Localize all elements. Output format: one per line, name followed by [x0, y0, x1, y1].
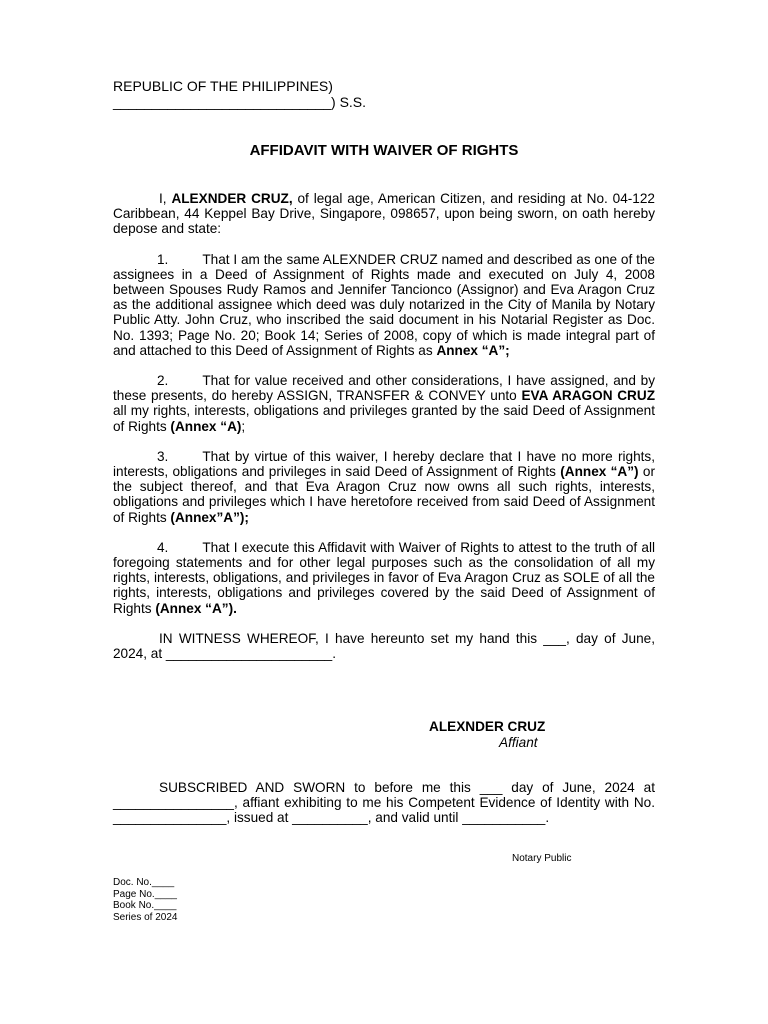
paragraph-2-end: ; — [241, 418, 246, 434]
witness-paragraph — [113, 631, 655, 661]
witness-text: IN WITNESS WHEREOF, I have hereunto set my hand this ___, day of June, 2024, at ______________________. — [113, 630, 655, 662]
paragraph-4-text: That I execute this Affidavit with Waiver of Rights to attest to the truth of all foregoing statements and for other legal purposes such as the consolidation of all my rights, interests, obligations, and privileges in favor of Eva Aragon Cruz as SOLE of all the rights, interests, obligations and privileges covered by the said Deed of Assignment of Rights — [113, 539, 655, 616]
venue-block — [113, 78, 366, 110]
paragraph-2-assignee: EVA ARAGON CRUZ — [521, 388, 655, 404]
series-number: Series of 2024 — [113, 911, 178, 923]
page-number: Page No.____ — [113, 888, 177, 900]
paragraph-4-annex: (Annex “A”). — [155, 600, 237, 616]
intro-paragraph — [113, 191, 655, 237]
jurat-paragraph — [113, 780, 655, 826]
paragraph-4-number: 4. — [157, 539, 169, 555]
paragraph-1-annex: Annex “A”; — [436, 342, 510, 358]
signature-name: ALEXNDER CRUZ — [429, 719, 546, 734]
notarial-register-block — [113, 877, 178, 923]
paragraph-3-annex-1: (Annex “A”) — [560, 464, 639, 480]
paragraph-2 — [113, 373, 655, 434]
book-number: Book No.____ — [113, 900, 177, 911]
paragraph-3-annex-2: (Annex”A”); — [170, 509, 249, 525]
notary-public-label: Notary Public — [512, 853, 572, 864]
paragraph-1-number: 1. — [157, 251, 169, 267]
venue-line-2: ____________________________) S.S. — [113, 94, 367, 110]
paragraph-4 — [113, 540, 655, 616]
paragraph-2-text-a: That for value received and other considerations, I have assigned, and by these presents, do hereby ASSIGN, TRANSFER & CONVEY unto — [113, 373, 655, 404]
affiant-name-bold: ALEXNDER CRUZ, — [171, 191, 293, 206]
doc-number: Doc. No.____ — [113, 877, 175, 888]
paragraph-2-annex: (Annex “A) — [170, 418, 242, 434]
affidavit-body — [113, 191, 655, 676]
intro-prefix: I, — [159, 191, 172, 206]
intro-rest: of legal age, American Citizen, and residing at No. 04-122 Caribbean, 44 Keppel Bay Drive, Singapore, 098657, upon being sworn, on oath hereby depose and state: — [113, 191, 655, 237]
paragraph-3-text-a: That by virtue of this waiver, I hereby declare that I have no more rights, interests, obligations and privileges in said Deed of Assignment of Rights — [113, 448, 655, 480]
paragraph-3-text-b: or the subject thereof, and that Eva Aragon Cruz now owns all such rights, interests, obligations and privileges which I have heretofore received from said Deed of Assignment of Rights — [113, 464, 655, 525]
paragraph-1 — [113, 252, 655, 358]
signature-title: Affiant — [499, 735, 538, 750]
paragraph-2-number: 2. — [157, 373, 169, 389]
paragraph-1-text: That I am the same ALEXNDER CRUZ named and described as one of the assignees in a Deed of Assignment of Rights made and executed on July 4, 2008 between Spouses Rudy Ramos and Jennifer Tancionco (Assignor) and Eva Aragon Cruz as the additional assignee which deed was duly notarized in the City of Manila by Notary Public Atty. John Cruz, who inscribed the said document in his Notarial Register as Doc. No. 1393; Page No. 20; Book 14; Series of 2008, copy of which is made integral part of and attached to this Deed of Assignment of Rights as — [113, 251, 655, 358]
jurat-text: SUBSCRIBED AND SWORN to before me this ___ day of June, 2024 at ________________, affiant exhibiting to me his Competent Evidence of Identity with No. _______________, issued at __________, and valid until ___________. — [113, 780, 655, 826]
paragraph-2-text-b: all my rights, interests, obligations and privileges granted by the said Deed of Assignment of Rights — [113, 403, 655, 434]
venue-line-1: REPUBLIC OF THE PHILIPPINES) — [113, 78, 333, 94]
paragraph-3-number: 3. — [157, 448, 169, 464]
document-title: AFFIDAVIT WITH WAIVER OF RIGHTS — [249, 142, 519, 159]
paragraph-3 — [113, 449, 655, 525]
jurat-block — [113, 780, 655, 826]
